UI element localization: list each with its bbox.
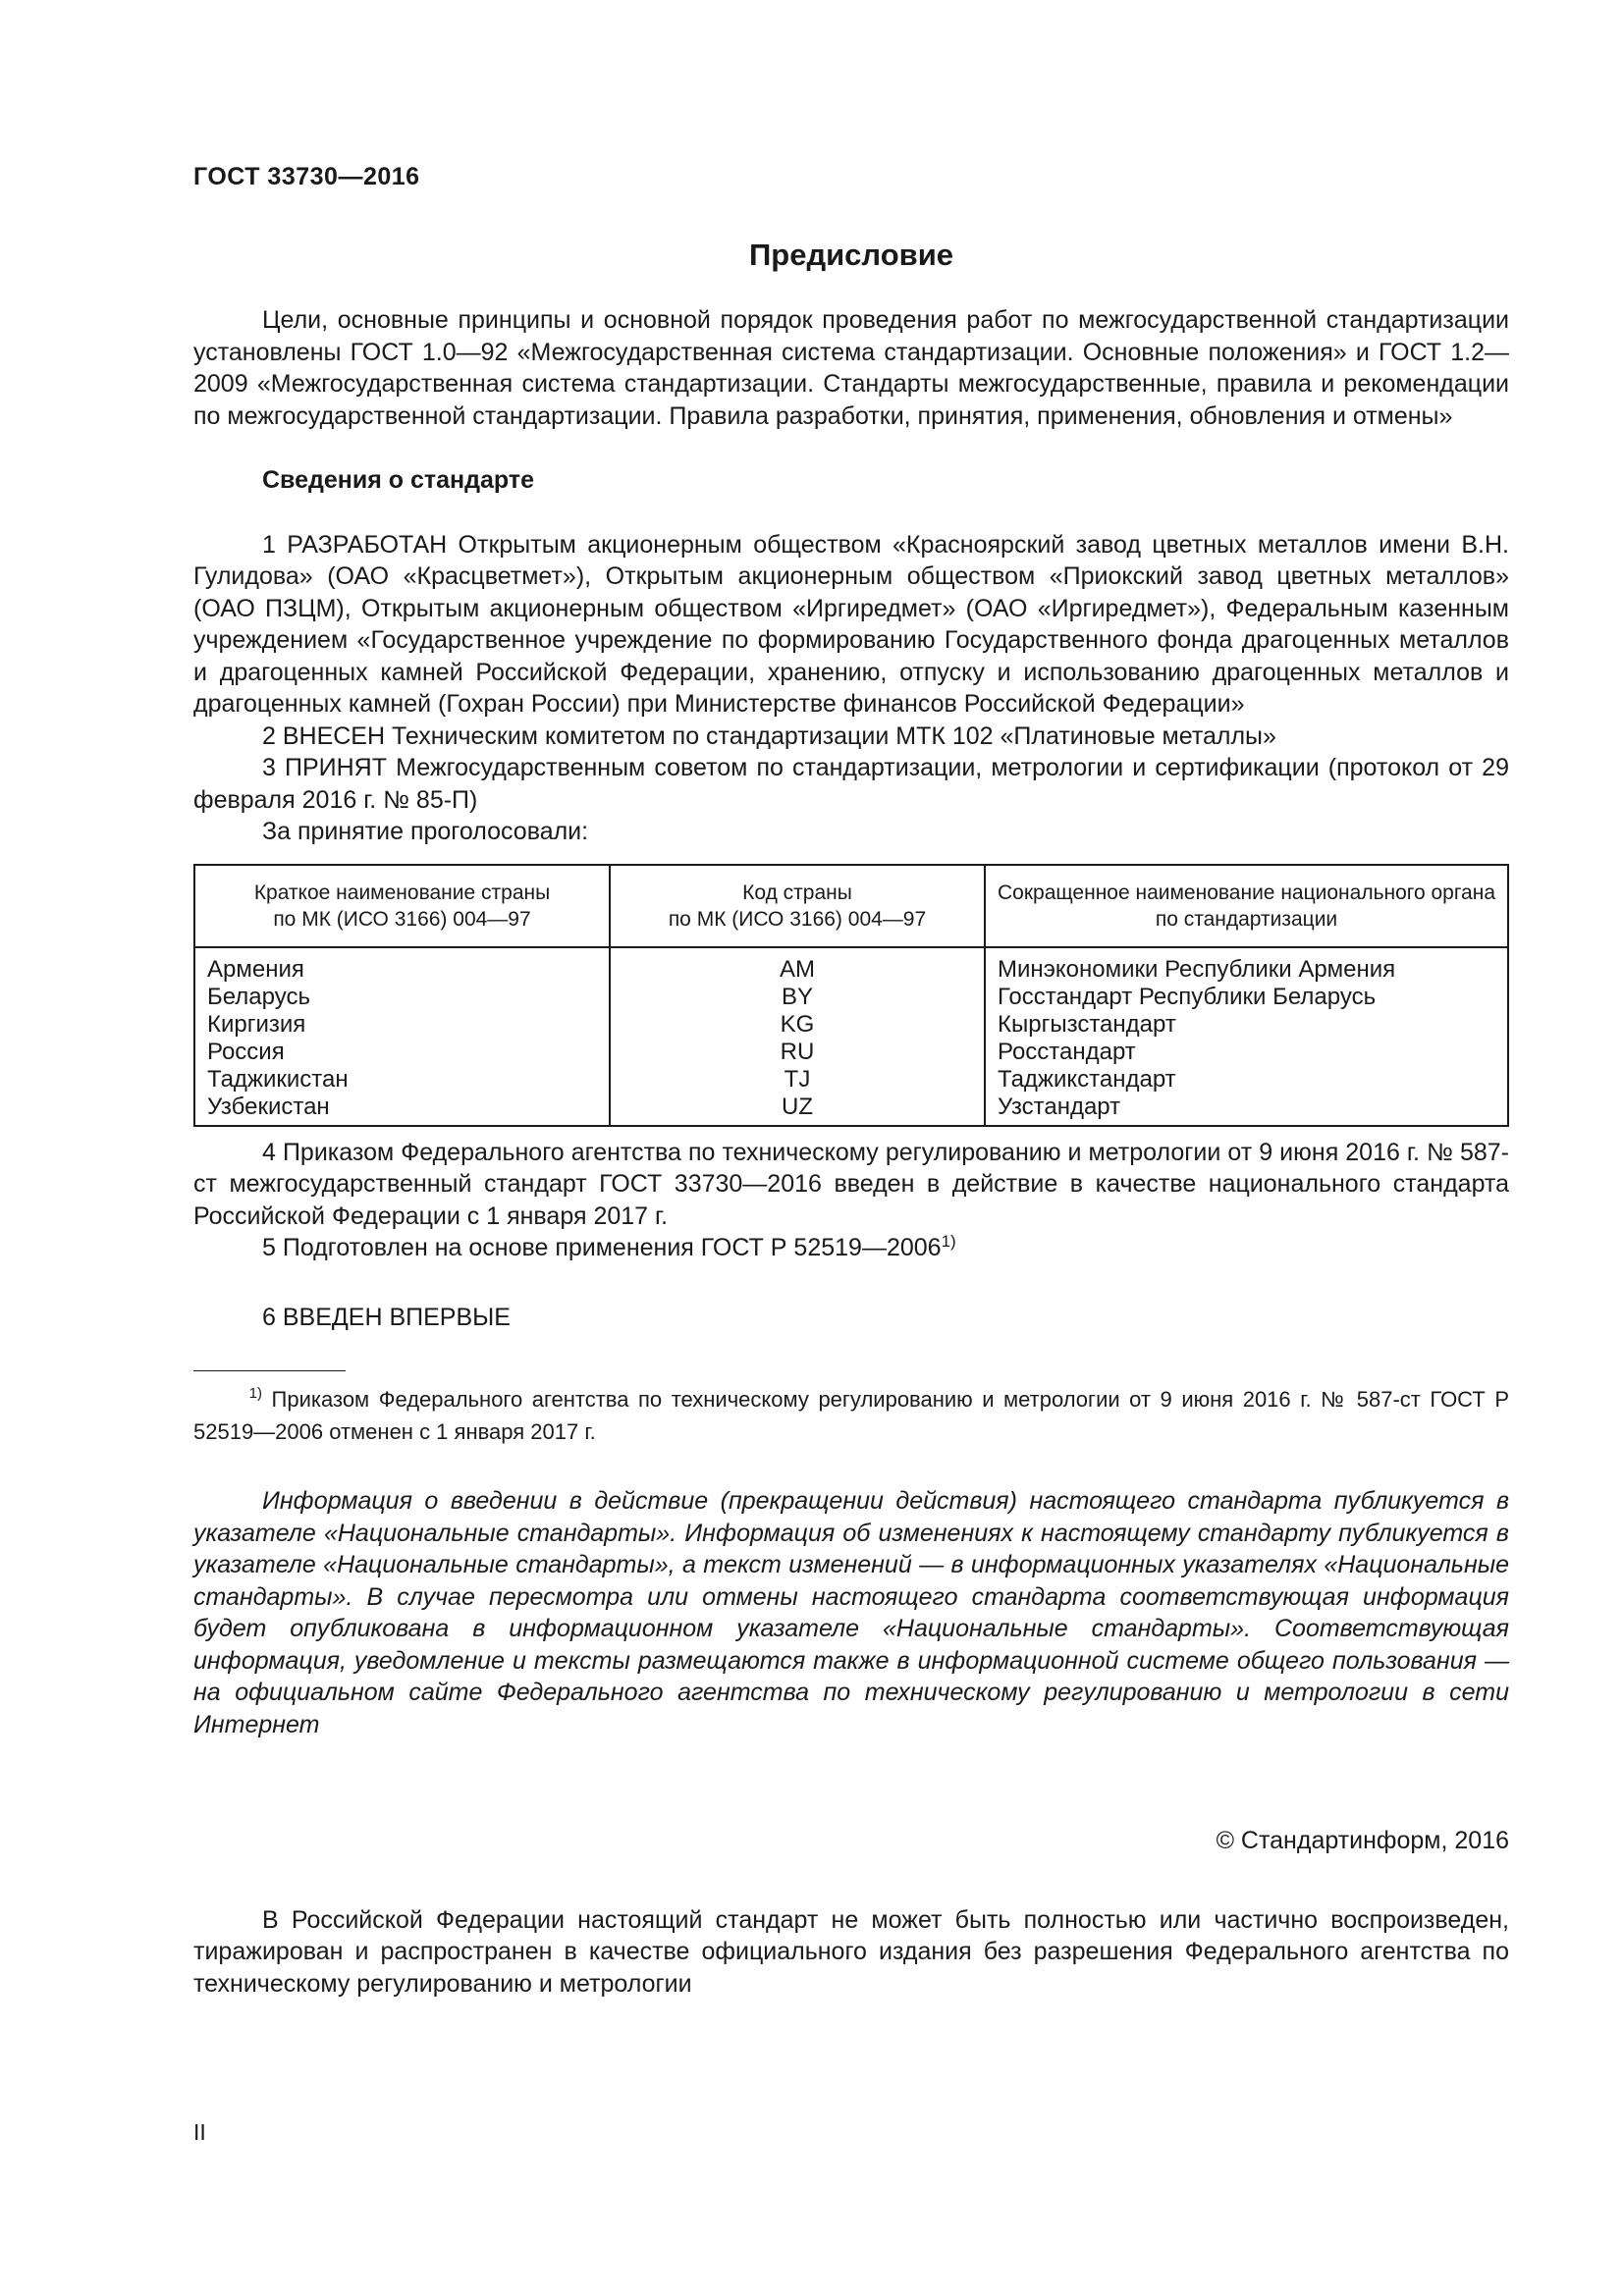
page-content <box>193 236 1509 2000</box>
standard-info-heading: Сведения о стандарте <box>262 466 535 494</box>
footnote: 1) Приказом Федерального агентства по техническому регулированию и метрологии от 9 июня 2016 г. № 587-ст ГОСТ Р 52519—2006 отменен с 1 января 2017 г. <box>193 1385 1509 1444</box>
table-row <box>194 947 1508 984</box>
table-header-body <box>985 865 1508 947</box>
page-number: II <box>193 2119 206 2145</box>
country-name: Узбекистан <box>194 1094 610 1126</box>
country-code: BY <box>610 984 985 1011</box>
country-code: KG <box>610 1011 985 1039</box>
standards-body: Минэкономики Республики Армения <box>985 947 1508 984</box>
table-header-row <box>194 865 1508 947</box>
vote-intro: За принятие проголосовали: <box>262 818 589 845</box>
country-name: Армения <box>194 947 610 984</box>
publication-info: Информация о введении в действие (прекращении действия) настоящего стандарта публикуется в указателе «Национальные стандарты». Информация об изменениях к настоящему стандарту публикуется в указателе «Национальные стандарты», а текст изменений — в информационных указателях «Национальные стандарты». В случае пересмотра или отмены настоящего стандарта соответствующая информация будет опубликована в информационном указателе «Национальные стандарты». Соответствующая информация, уведомление и тексты размещаются также в информационной системе общего пользования — на официальном сайте Федерального агентства по техническому регулированию и метрологии в сети Интернет <box>193 1487 1509 1738</box>
page-title: Предисловие <box>748 238 953 272</box>
table-row <box>194 1011 1508 1039</box>
standards-body: Таджикстандарт <box>985 1066 1508 1094</box>
copyright-notice: © Стандартинформ, 2016 <box>1216 1827 1509 1854</box>
standard-code-header: ГОСТ 33730—2016 <box>193 163 420 190</box>
header-body-line1: Сокращенное наименование национального органа <box>997 881 1496 904</box>
header-code-line2: по МК (ИСО 3166) 004—97 <box>668 907 927 931</box>
standards-body: Узстандарт <box>985 1094 1508 1126</box>
table-row <box>194 1094 1508 1126</box>
country-name: Беларусь <box>194 984 610 1011</box>
table-row <box>194 1066 1508 1094</box>
footnote-divider <box>193 1370 346 1371</box>
voting-countries-table <box>193 864 1509 1127</box>
table-header-country <box>194 865 610 947</box>
item-adopted: 3 ПРИНЯТ Межгосударственным советом по стандартизации, метрологии и сертификации (протокол от 29 февраля 2016 г. № 85-П) <box>193 754 1509 814</box>
table-row <box>194 1039 1508 1066</box>
reproduction-rights: В Российской Федерации настоящий стандарт не может быть полностью или частично воспроизведен, тиражирован и распространен в качестве официального издания без разрешения Федерального агентства по техническому регулированию и метрологии <box>193 1905 1509 1998</box>
item-prepared <box>193 1232 1509 1264</box>
country-name: Киргизия <box>194 1011 610 1039</box>
item-prepared-text: 5 Подготовлен на основе применения ГОСТ Р 52519—2006 <box>262 1234 942 1261</box>
header-country-line1: Краткое наименование страны <box>253 881 551 904</box>
item-first-introduced: 6 ВВЕДЕН ВПЕРВЫЕ <box>262 1303 511 1331</box>
table-header-code <box>610 865 985 947</box>
country-code: TJ <box>610 1066 985 1094</box>
country-name: Таджикистан <box>194 1066 610 1094</box>
country-name: Россия <box>194 1039 610 1066</box>
footnote-reference: 1) <box>941 1232 956 1251</box>
country-code: RU <box>610 1039 985 1066</box>
item-introduced: 2 ВНЕСЕН Техническим комитетом по стандартизации МТК 102 «Платиновые металлы» <box>262 721 1276 750</box>
item-enacted: 4 Приказом Федерального агентства по техническому регулированию и метрологии от 9 июня 2016 г. № 587-ст межгосударственный стандарт ГОСТ 33730—2016 введен в действие в качестве национального стандарта Российской Федерации с 1 января 2017 г. <box>193 1138 1509 1230</box>
header-country-line2: по МК (ИСО 3166) 004—97 <box>273 907 531 931</box>
standards-body: Росстандарт <box>985 1039 1508 1066</box>
standards-body: Госстандарт Республики Беларусь <box>985 984 1508 1011</box>
intro-paragraph: Цели, основные принципы и основной порядок проведения работ по межгосударственной стандартизации установлены ГОСТ 1.0—92 «Межгосударственная система стандартизации. Основные положения» и ГОСТ 1.2—2009 «Межгосударственная система стандартизации. Стандарты межгосударственные, правила и рекомендации по межгосударственной стандартизации. Правила разработки, принятия, применения, обновления и отмены» <box>193 306 1509 430</box>
country-code: AM <box>610 947 985 984</box>
header-code-line1: Код страны <box>742 881 852 904</box>
item-developed: 1 РАЗРАБОТАН Открытым акционерным обществом «Красноярский завод цветных металлов имени В.Н. Гулидова» (ОАО «Красцветмет»), Открытым акционерным обществом «Приокский завод цветных металлов» (ОАО ПЗЦМ), Открытым акционерным обществом «Иргиредмет» (ОАО «Иргиредмет»), Федеральным казенным учреждением «Государственное учреждение по формированию Государственного фонда драгоценных металлов и драгоценных камней Российской Федерации, хранению, отпуску и использованию драгоценных металлов и драгоценных камней (Гохран России) при Министерстве финансов Российской Федерации» <box>193 530 1509 718</box>
standards-body: Кыргызстандарт <box>985 1011 1508 1039</box>
country-code: UZ <box>610 1094 985 1126</box>
header-body-line2: по стандартизации <box>1155 907 1338 931</box>
table-row <box>194 984 1508 1011</box>
footnote-text: Приказом Федерального агентства по техническому регулированию и метрологии от 9 июня 2016 г. № 587-ст ГОСТ Р 52519—2006 отменен с 1 января 2017 г. <box>193 1387 1509 1444</box>
